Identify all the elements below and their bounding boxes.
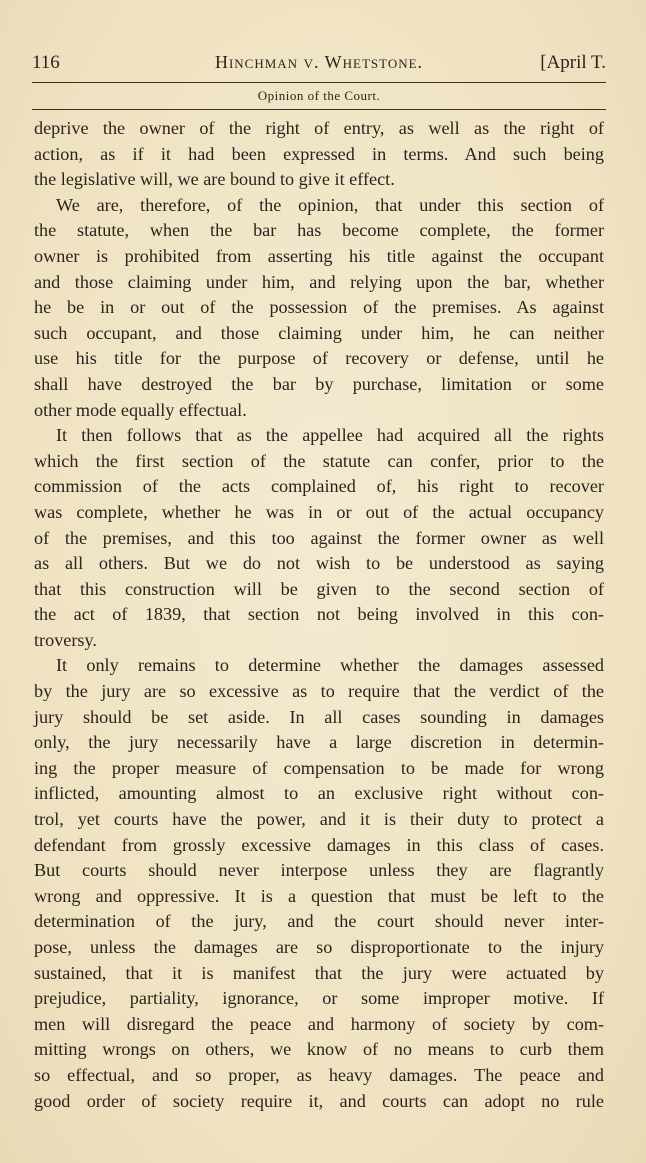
page-number: 116 (32, 52, 60, 73)
text-line: determination of the jury, and the court should never inter- (34, 911, 604, 932)
text-line: defendant from grossly excessive damages in this class of cases. (34, 834, 604, 855)
text-line: But courts should never interpose unless they are flagrantly (34, 860, 604, 881)
text-line: jury should be set aside. In all cases sounding in damages (34, 706, 604, 727)
text-line: owner is prohibited from asserting his title against the occupant (34, 245, 604, 266)
text-line: shall have destroyed the bar by purchase, limitation or some (34, 373, 604, 394)
text-line: sustained, that it is manifest that the jury were actuated by (34, 962, 604, 983)
text-line: of the premises, and this too against the former owner as well (34, 527, 604, 548)
text-line: We are, therefore, of the opinion, that under this section of (56, 194, 604, 215)
text-line: by the jury are so excessive as to require that the verdict of the (34, 681, 604, 702)
text-line: ing the proper measure of compensation to be made for wrong (34, 757, 604, 778)
text-line: trol, yet courts have the power, and it is their duty to protect a (34, 809, 604, 830)
text-line: pose, unless the damages are so disproportionate to the injury (34, 937, 604, 957)
text-line: troversy. (34, 629, 97, 650)
text-line: such occupant, and those claiming under him, he can neither (34, 322, 604, 343)
page-header (32, 52, 606, 76)
opinion-text (34, 116, 604, 1114)
header-rule (32, 82, 606, 83)
text-line: prejudice, partiality, ignorance, or some improper motive. If (34, 988, 604, 1009)
text-line: the act of 1839, that section not being involved in this con- (34, 604, 604, 625)
text-line: inflicted, amounting almost to an exclusive right without con- (34, 783, 604, 804)
text-line: men will disregard the peace and harmony of society by com- (34, 1013, 604, 1034)
text-line: use his title for the purpose of recovery or defense, until he (34, 348, 604, 369)
text-line: good order of society require it, and courts can adopt no rule (34, 1090, 604, 1111)
text-line: the legislative will, we are bound to give it effect. (34, 169, 395, 190)
running-title: Hinchman v. Whetstone. (214, 52, 424, 72)
subheading-rule (32, 109, 606, 110)
text-line: deprive the owner of the right of entry, as well as the right of (34, 118, 604, 138)
section-subheading: Opinion of the Court. (257, 88, 381, 103)
text-line: and those claiming under him, and relying upon the bar, whether (34, 271, 604, 292)
text-line: that this construction will be given to the second section of (34, 578, 604, 599)
text-line: commission of the acts complained of, his right to recover (34, 476, 604, 497)
text-line: It then follows that as the appellee had acquired all the rights (56, 425, 604, 446)
text-line: only, the jury necessarily have a large discretion in determin- (34, 732, 604, 753)
term-label: [April T. (540, 52, 606, 73)
text-line: was complete, whether he was in or out of the actual occupancy (34, 501, 604, 522)
text-line: wrong and oppressive. It is a question that must be left to the (34, 885, 604, 906)
text-line: which the first section of the statute can confer, prior to the (34, 450, 604, 471)
text-line: action, as if it had been expressed in terms. And such being (34, 143, 604, 164)
text-line: he be in or out of the possession of the premises. As against (34, 297, 604, 318)
text-line: as all others. But we do not wish to be understood as saying (34, 553, 604, 574)
text-line: mitting wrongs on others, we know of no means to curb them (34, 1039, 604, 1060)
text-line: It only remains to determine whether the damages assessed (56, 655, 604, 676)
text-line: the statute, when the bar has become complete, the former (34, 220, 604, 241)
text-line: other mode equally effectual. (34, 399, 247, 420)
text-line: so effectual, and so proper, as heavy damages. The peace and (34, 1064, 604, 1085)
